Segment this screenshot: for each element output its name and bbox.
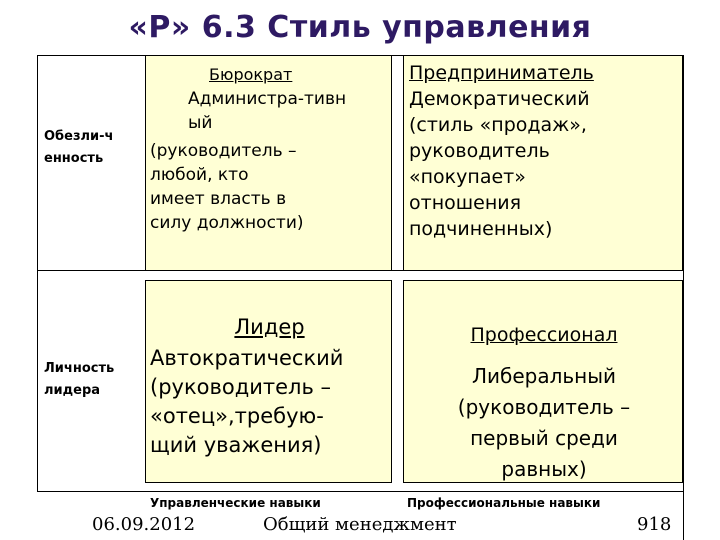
grid-line-bottom — [37, 491, 684, 492]
cell-bureaucrat-body: (руководитель – любой, кто имеет власть в силу должности) — [150, 141, 304, 233]
cell-professional-heading: Профессионал — [470, 324, 618, 346]
row-label-leader-personality: Личность лидера — [44, 361, 115, 398]
cell-professional-body: Либеральный (руководитель – первый среди равных) — [457, 364, 631, 481]
footer-course: Общий менеджмент — [263, 514, 457, 535]
cell-bureaucrat-body-line2: ый — [188, 113, 213, 133]
footer-page-number: 918 — [637, 514, 672, 535]
column-label-professional-skills: Профессиональные навыки — [407, 496, 601, 510]
column-label-management-skills: Управленческие навыки — [150, 496, 321, 510]
cell-leader-heading: Лидер — [234, 315, 305, 339]
cell-leader — [145, 280, 392, 483]
slide-title: «Р» 6.3 Стиль управления — [128, 10, 592, 45]
cell-bureaucrat — [145, 55, 392, 271]
cell-entrepreneur — [403, 55, 683, 271]
cell-bureaucrat-heading: Бюрократ — [209, 65, 293, 84]
cell-leader-body: Автократический (руководитель – «отец»,требую- щий уважения) — [150, 346, 344, 457]
cell-entrepreneur-heading: Предприниматель — [409, 62, 594, 84]
grid-line-left — [37, 55, 38, 492]
footer-date: 06.09.2012 — [92, 514, 196, 535]
cell-professional — [403, 280, 683, 483]
row-label-impersonality: Обезли-ч енность — [44, 129, 114, 166]
cell-bureaucrat-body-line1: Администра-тивн — [188, 89, 347, 109]
cell-entrepreneur-body: Демократический (стиль «продаж», руководитель «покупает» отношения подчиненных) — [409, 88, 590, 240]
